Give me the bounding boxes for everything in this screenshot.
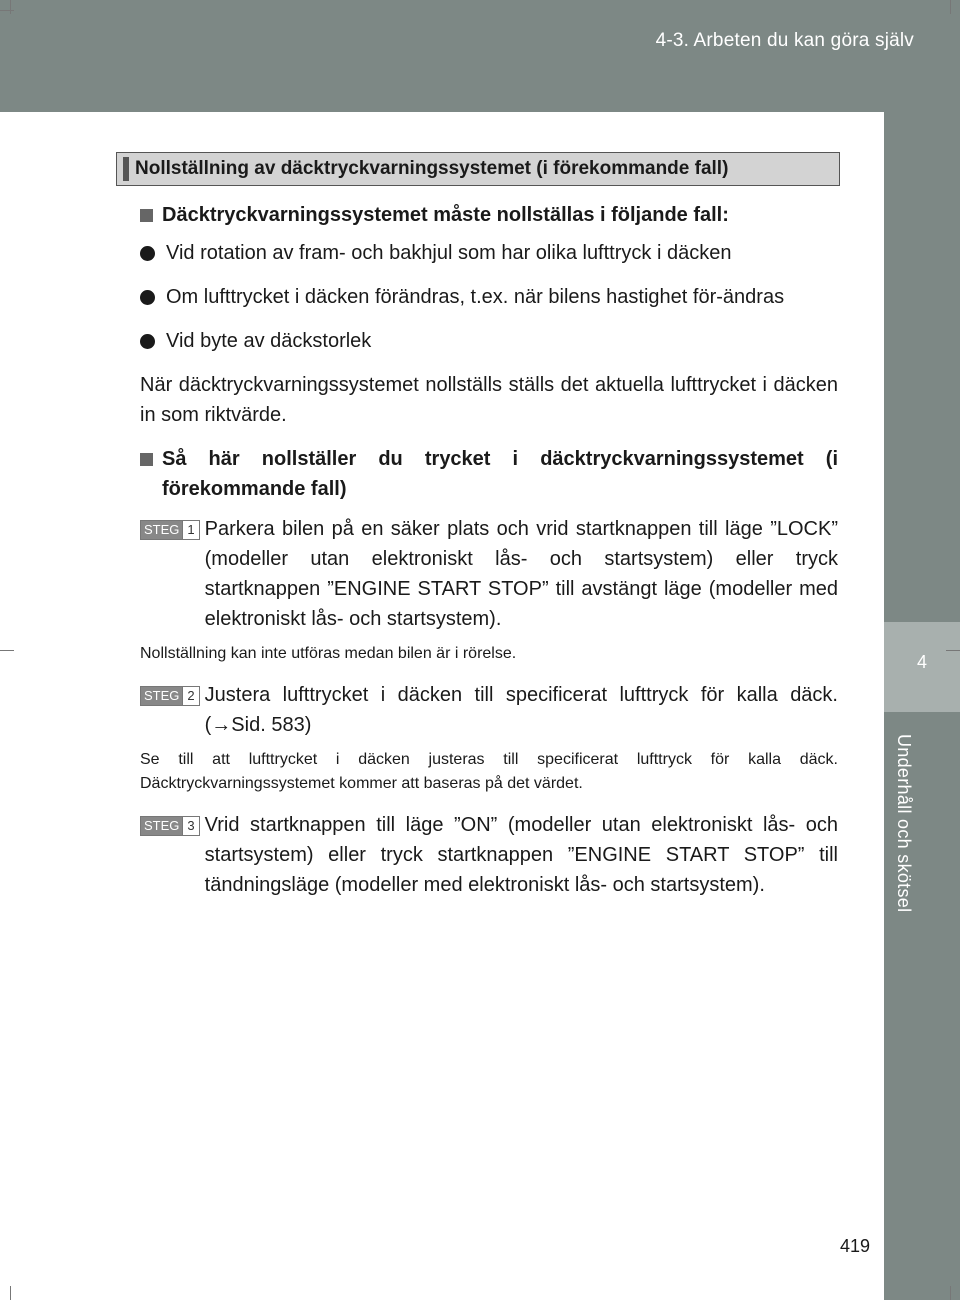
list-item: Vid rotation av fram- och bakhjul som har olika lufttryck i däcken bbox=[140, 238, 838, 268]
step-text: Justera lufttrycket i däcken till specificerat lufttryck för kalla däck. (→Sid. 583) bbox=[204, 684, 838, 736]
list-item: Om lufttrycket i däcken förändras, t.ex. när bilens hastighet för-ändras bbox=[140, 282, 838, 312]
body-paragraph: När däcktryckvarningssystemet nollställs ställs det aktuella lufttrycket i däcken in som riktvärde. bbox=[140, 374, 838, 426]
step-note: Nollställning kan inte utföras medan bilen är i rörelse. bbox=[140, 645, 517, 662]
round-bullet-icon bbox=[140, 290, 155, 305]
step-text: Parkera bilen på en säker plats och vrid startknappen till läge ”LOCK” (modeller utan elektroniskt lås- och startsystem) eller tryck startknappen ”ENGINE START STOP” till avstängt läge (modeller med elektroniskt lås- och startsystem). bbox=[204, 518, 838, 630]
section-accent bbox=[123, 157, 129, 181]
step-badge: STEG 1 bbox=[140, 520, 200, 540]
step-3 bbox=[140, 810, 838, 900]
step-text: Vrid startknappen till läge ”ON” (modeller utan elektroniskt lås- och startsystem) eller tryck startknappen ”ENGINE START STOP” till tändningsläge (modeller med elektroniskt lås- och startsystem). bbox=[204, 814, 838, 896]
step-note: Se till att lufttrycket i däcken justeras till specificerat lufttryck för kalla däck. Däcktryckvarningssystemet kommer att baseras på det värdet. bbox=[140, 751, 838, 792]
crop-mark bbox=[10, 0, 11, 14]
subheading: Så här nollställer du trycket i däcktryckvarningssystemet (i förekommande fall) bbox=[140, 444, 838, 504]
crop-mark bbox=[946, 650, 960, 651]
crop-mark bbox=[950, 0, 951, 14]
step-1 bbox=[140, 514, 838, 634]
side-tab-label: Underhåll och skötsel bbox=[894, 734, 914, 913]
side-tab-number: 4 bbox=[916, 652, 927, 672]
round-bullet-icon bbox=[140, 246, 155, 261]
crop-mark bbox=[0, 650, 14, 651]
step-badge: STEG 2 bbox=[140, 686, 200, 706]
subheading: Däcktryckvarningssystemet måste nollställas i följande fall: bbox=[140, 200, 838, 230]
square-bullet-icon bbox=[140, 453, 153, 466]
page-content bbox=[140, 200, 838, 900]
header-band bbox=[0, 0, 960, 112]
section-title: Nollställning av däcktryckvarningssystemet (i förekommande fall) bbox=[135, 158, 729, 179]
crop-mark bbox=[950, 1286, 951, 1300]
chapter-title: 4-3. Arbeten du kan göra själv bbox=[655, 30, 914, 51]
step-badge: STEG 3 bbox=[140, 816, 200, 836]
crop-mark bbox=[0, 10, 14, 11]
round-bullet-icon bbox=[140, 334, 155, 349]
crop-mark bbox=[10, 1286, 11, 1300]
section-header bbox=[116, 152, 840, 186]
step-2 bbox=[140, 680, 838, 740]
list-item: Vid byte av däckstorlek bbox=[140, 326, 838, 356]
page-number: 419 bbox=[840, 1236, 871, 1256]
square-bullet-icon bbox=[140, 209, 153, 222]
